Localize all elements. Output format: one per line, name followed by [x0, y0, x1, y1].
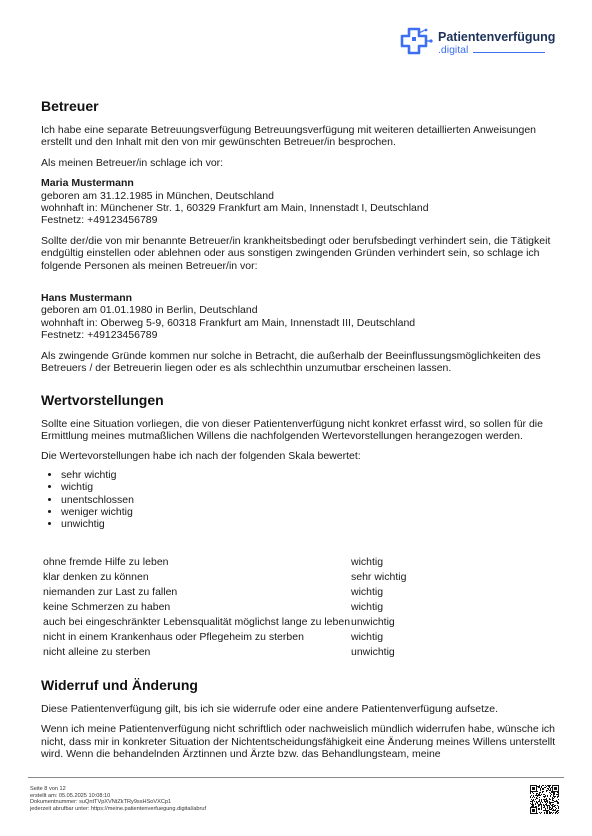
primary-phone: Festnetz: +49123456789: [41, 214, 158, 227]
primary-betreuer: [41, 177, 556, 227]
heading-widerruf: Widerruf und Änderung: [41, 676, 198, 693]
secondary-name: Hans Mustermann: [41, 292, 133, 305]
primary-address: wohnhaft in: Münchener Str. 1, 60329 Frankfurt am Main, Innenstadt I, Deutschland: [41, 202, 429, 215]
betreuer-proposal: Als meinen Betreuer/in schlage ich vor:: [41, 156, 224, 169]
rating-label: keine Schmerzen zu haben: [43, 600, 171, 613]
rating-value: wichtig: [351, 600, 384, 613]
brand-logo: [399, 27, 559, 67]
list-item: • unwichtig: [61, 518, 556, 530]
rating-value: unwichtig: [351, 645, 395, 658]
section-wertvorstellungen: [41, 392, 556, 660]
rating-value: wichtig: [351, 630, 384, 643]
table-row: [43, 645, 406, 660]
footer-divider: [28, 777, 564, 778]
secondary-born: geboren am 01.01.1980 in Berlin, Deutschland: [41, 304, 258, 317]
list-item: • wichtig: [61, 481, 556, 493]
footer-created: erstellt am: 05.05.2025 10:08:10: [30, 792, 111, 799]
footer-url: jederzeit abrufbar unter: https://meine.patientenverfuegung.digital/abruf: [30, 805, 207, 812]
betreuer-intro: Ich habe eine separate Betreuungsverfügung Betreuungsverfügung mit weiteren detaillierten Anweisungen erstellt und den Inhalt mit den von mir gewünschten Betreuer/in besprochen.: [41, 124, 536, 149]
footer-info: [30, 786, 206, 812]
rating-value: unwichtig: [351, 615, 395, 628]
brand-underline: [473, 52, 545, 53]
document-body: [41, 98, 556, 768]
table-row: [43, 555, 406, 570]
primary-name: Maria Mustermann: [41, 177, 134, 190]
brand-title: Patientenverfügung: [438, 30, 556, 44]
werte-intro: Sollte eine Situation vorliegen, die von dieser Patientenverfügung nicht konkret erfasst wird, so sollen für die Ermittlung meines mutmaßlichen Willens die nachfolgenden Wertevorstellungen herangezogen werden.: [41, 417, 543, 442]
rating-label: niemanden zur Last zu fallen: [43, 585, 178, 598]
heading-betreuer: Betreuer: [41, 98, 99, 114]
rating-label: nicht in einem Krankenhaus oder Pflegeheim zu sterben: [43, 630, 304, 643]
rating-label: ohne fremde Hilfe zu leben: [43, 555, 169, 568]
list-item: • sehr wichtig: [61, 469, 556, 481]
heading-wertvorstellungen: Wertvorstellungen: [41, 391, 164, 408]
secondary-betreuer: [41, 292, 556, 342]
qr-code-icon: [530, 785, 560, 815]
werte-ratings-table: [43, 555, 406, 660]
primary-born: geboren am 31.12.1985 in München, Deutschland: [41, 189, 274, 202]
medical-cross-circuit-icon: [399, 27, 433, 57]
rating-label: nicht alleine zu sterben: [43, 645, 151, 658]
section-widerruf: [41, 677, 556, 761]
rating-value: sehr wichtig: [351, 570, 407, 583]
widerruf-p1: Diese Patientenverfügung gilt, bis ich sie widerrufe oder eine andere Patientenverfügung aufsetze.: [41, 702, 499, 715]
secondary-phone: Festnetz: +49123456789: [41, 329, 158, 342]
list-item: • weniger wichtig: [61, 506, 556, 518]
table-row: [43, 585, 406, 600]
section-betreuer: [41, 98, 556, 375]
table-row: [43, 600, 406, 615]
betreuer-fallback: Sollte der/die von mir benannte Betreuer/in krankheitsbedingt oder berufsbedingt verhindert sein, die Tätigkeit endgültig einstellen oder ablehnen oder aus sonstigen zwingenden Gründen verhindert sein, so schlage ich folgende Personen als meinen Betreuer/in vor:: [41, 234, 551, 272]
widerruf-p2: Wenn ich meine Patientenverfügung nicht schriftlich oder nachweislich mündlich widerrufen habe, wünsche ich nicht, dass mir in konkreter Situation der Nichtentscheidungsfähigkeit eine Änderung meines Willens unterstellt wird. Wenn die behandelnden Ärztinnen und Ärzte bzw. das Behandlungsteam, meine: [41, 723, 556, 760]
brand-subtitle: .digital: [438, 44, 469, 56]
table-row: [43, 630, 406, 645]
rating-label: klar denken zu können: [43, 570, 149, 583]
secondary-address: wohnhaft in: Oberweg 5-9, 60318 Frankfurt am Main, Innenstadt III, Deutschland: [41, 316, 416, 329]
footer-docnumber: Dokumentnummer: suQntTVpXVNtZkTRy9ssHSoVXCp1: [30, 799, 172, 806]
rating-label: auch bei eingeschränkter Lebensqualität möglichst lange zu leben: [43, 615, 351, 628]
table-row: [43, 570, 406, 585]
werte-scale-list: [41, 469, 556, 531]
betreuer-closing: Als zwingende Gründe kommen nur solche in Betracht, die außerhalb der Beeinflussungsmöglichkeiten des Betreuers / der Betreuerin liegen oder es als schlechthin unzumutbar erscheinen lassen.: [41, 349, 541, 375]
table-row: [43, 615, 406, 630]
footer-page: Seite 8 von 12: [30, 786, 66, 792]
werte-scale-intro: Die Wertevorstellungen habe ich nach der folgenden Skala bewertet:: [41, 450, 361, 463]
rating-value: wichtig: [351, 585, 384, 598]
list-item: • unentschlossen: [61, 494, 556, 506]
rating-value: wichtig: [351, 555, 384, 568]
